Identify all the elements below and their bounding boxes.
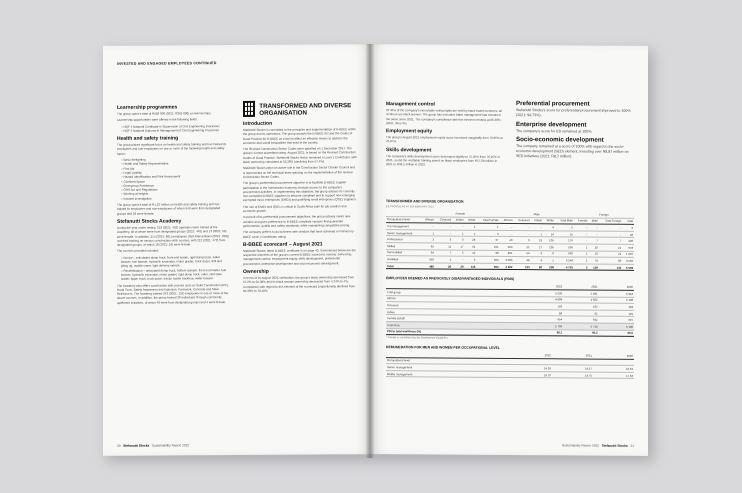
table-cell: 24 bbox=[599, 251, 622, 258]
table-cell: – bbox=[452, 256, 464, 263]
table-cell: 95,5 bbox=[599, 330, 634, 337]
column-header: 2021 bbox=[563, 284, 598, 290]
table-cell: Total group bbox=[386, 289, 528, 297]
table-cell: 176 bbox=[555, 237, 574, 244]
table-cell: 17 bbox=[452, 243, 464, 250]
table-cell: 54 bbox=[513, 250, 530, 257]
procurement-body: The group's preferential procurement objective is to facilitate B-BBEE supplier participation in the mainstream economy, through access to the company's procurement activities. In implementing this objective, the group advises its currently non-compliant B-BBEE suppliers to become compliant and to support new emerging exempted micro enterprises (EMEs) and qualifying small enterprises (QSE) suppliers. bbox=[243, 180, 357, 203]
table-cell: 506 bbox=[555, 244, 574, 251]
table-cell: 678 bbox=[622, 244, 634, 251]
remuneration-table bbox=[386, 351, 634, 379]
intro-body: Stefanutti Stocks is committed to the principles and implementation of B-BBEE within the group and its operations. The group accepts the B-BBEE Act and the Codes of Good Practice for B-BBEE as a tool to effect an effective means to address the economic and social inequalities that exist in the country. bbox=[243, 127, 356, 145]
course-item: – Novice – articulated dump truck, front end loader, rigid dump truck, water bowser, fuel bowser, hydraulic excavator, motor grader, truck dozer, drill and piling rig, mobile crane, light delivery vehicle. bbox=[121, 254, 222, 269]
table-cell: 3 bbox=[435, 236, 452, 243]
table-cell: 3 bbox=[476, 230, 499, 237]
table-cell: 15 bbox=[555, 231, 574, 238]
right-column-2 bbox=[516, 97, 634, 162]
table-cell: 5 944 bbox=[599, 290, 634, 297]
right-column-1 bbox=[386, 98, 504, 169]
column-header: 2020 bbox=[593, 353, 634, 359]
table-cell: 3 bbox=[465, 256, 477, 263]
table-body bbox=[386, 223, 634, 271]
footer-report: Sustainability Report 2022 bbox=[561, 443, 600, 448]
table-cell: 64 bbox=[421, 249, 435, 256]
column-header: Total Female bbox=[476, 217, 499, 224]
table-cell: 48 bbox=[513, 257, 530, 264]
table-cell: – bbox=[452, 223, 464, 230]
ee-heading: Employment equity bbox=[386, 128, 433, 135]
table-cell: 831 bbox=[500, 250, 514, 257]
table-cell: – bbox=[500, 230, 514, 237]
table-cell: 5 539 bbox=[528, 290, 563, 297]
ee-table-title: TRANSFORMED AND DIVERSE ORGANISATION bbox=[386, 199, 464, 204]
ee-profile-table bbox=[386, 210, 634, 271]
table-cell: 5 bbox=[555, 224, 574, 231]
table-cell: 23 bbox=[588, 251, 598, 258]
table-cell: – bbox=[588, 224, 598, 231]
table-cell: 7 bbox=[588, 237, 598, 244]
column-header: 2021 bbox=[552, 352, 593, 358]
table-cell: 1 bbox=[465, 223, 477, 230]
table-cell: 37 bbox=[476, 237, 499, 244]
left-column-1 bbox=[117, 101, 229, 307]
hs-item: – Hazard Identification and Risk Assessment bbox=[121, 174, 181, 180]
table-cell: 903 bbox=[555, 250, 574, 257]
group-header: Foreign bbox=[574, 211, 634, 218]
table-cell: 1 025 bbox=[622, 251, 634, 258]
table-cell: 1 bbox=[543, 257, 555, 264]
table-cell: 95,1 bbox=[528, 329, 563, 336]
hs-item: – Legal Liability bbox=[121, 170, 142, 175]
learnership-heading: Learnership programmes bbox=[117, 104, 178, 111]
ownership-body: In terms of its August 2021 verification, the group's black ownership decreased from 57,2% to 56,38% and its black woman ownership decreased from 4,34% to 4%. Compliance with regard to this element of the scorecard proportionally declined from 95,38% to 79,48%. bbox=[243, 275, 355, 293]
codes-body: The Revised Construction Sector Codes were gazetted on 1 December 2017. The group's current accredited rating, August 2021, is based on the Revised Construction Codes of Good Practice. Stefanutti Stocks status remained a Level 1 Contributor, with black ownership calculated at 56,38% (declining from 57,4%). bbox=[243, 146, 357, 165]
table-cell: – bbox=[599, 231, 622, 238]
table-cell: 4 bbox=[543, 224, 555, 231]
table-cell: – bbox=[588, 231, 598, 238]
hs-item: – OHS Act and Regulations bbox=[121, 187, 158, 192]
learnership-list-intro: Learnership opportunities were offered in the following fields: bbox=[117, 117, 198, 123]
table-cell: 92 bbox=[563, 310, 598, 317]
table-cell: Total bbox=[386, 262, 421, 269]
table-cell: Professional bbox=[386, 236, 421, 243]
table-cell: 654 bbox=[476, 263, 499, 270]
continue-body: The company prefers to do business with vendors that have achieved a minimum B-BBEE Level 4 Contributor rating. bbox=[243, 229, 355, 239]
table-cell: 16,81 bbox=[593, 365, 634, 372]
table-cell: 6 bbox=[622, 224, 634, 231]
table-cell: 98 bbox=[476, 250, 499, 257]
column-header: Coloured bbox=[513, 217, 530, 224]
table-cell: 3 bbox=[452, 236, 464, 243]
table-cell: 61 bbox=[465, 243, 477, 250]
table-cell: – bbox=[513, 230, 530, 237]
academy-heading: Stefanutti Stocks Academy bbox=[117, 218, 182, 225]
table-cell: 22 bbox=[465, 250, 477, 257]
table-cell: Middle management bbox=[386, 371, 511, 378]
table-cell: Senior management bbox=[386, 229, 421, 236]
table-cell: 26 bbox=[452, 263, 464, 270]
table-cell: 9 bbox=[531, 250, 543, 257]
table-cell: PDI to total workforce (%) bbox=[386, 328, 528, 336]
table-cell: 7 bbox=[435, 250, 452, 257]
table-cell: – bbox=[513, 224, 530, 231]
column-header: Total Foreign bbox=[599, 218, 622, 225]
table-cell: Coloured bbox=[386, 302, 528, 310]
table-row bbox=[386, 371, 634, 379]
table-cell: 3 592 bbox=[622, 257, 634, 264]
mc-body: Of 40% of the company's executable voting rights are held by black board members, all of whom are black women. The group has executive black management has remained the same since 2021. The company's compliance with this element remains at 86,46% (2021: 86,57%). bbox=[386, 108, 502, 126]
table-cell: 1 bbox=[574, 244, 589, 251]
table-cell: 19 bbox=[531, 237, 543, 244]
table-cell: 9 bbox=[543, 250, 555, 257]
table-cell: 4 322 bbox=[500, 263, 514, 270]
table-cell: 116 bbox=[465, 263, 477, 270]
table-cell: 4 753 bbox=[555, 264, 574, 271]
table-cell: 220 bbox=[622, 238, 634, 245]
table-cell: 6 180 bbox=[599, 323, 634, 330]
column-header: White bbox=[465, 217, 477, 224]
table-cell: 1 bbox=[476, 223, 499, 230]
table-cell: Occupational level bbox=[386, 357, 511, 364]
table-cell: 4 bbox=[531, 257, 543, 264]
sd-body: The company's skills development score decreased slightly to 75,05% from 76,25% in 2021, so did the verifiable training spend on black employees from R57,68 million in 2021 to R36,2 million in 2022. bbox=[386, 153, 500, 167]
hs-item: – Confined Space bbox=[121, 179, 145, 184]
column-header: 2020 bbox=[599, 284, 634, 290]
table-cell: 353 bbox=[500, 243, 514, 250]
hs-training-heading: Health and safety training bbox=[117, 135, 179, 143]
sd-heading: Skills development bbox=[386, 146, 432, 154]
ed-heading: Enterprise development bbox=[516, 120, 587, 129]
learnership-item: – NQF 3 National Diploma in Management of Civil Engineering Processes bbox=[121, 128, 220, 133]
table-cell: 3 bbox=[574, 264, 589, 271]
table-cell: – bbox=[435, 230, 452, 237]
hs-item: – Basic firefighting bbox=[121, 157, 146, 162]
column-header: Indian bbox=[531, 217, 543, 224]
scorecard-heading: B-BBEE scorecard – August 2021 bbox=[243, 241, 323, 248]
left-column-2 bbox=[243, 100, 357, 295]
table-cell: 486 bbox=[421, 263, 435, 270]
scorecard-body: Stefanutti Stocks' latest B-BBEE certificate is on page 40. Summarised below are the respective elements of the group's current B-BBEE scorecard, namely: ownership, management control, employment equity, skills development, preferential procurement, enterprise development and socio-economic development. bbox=[243, 247, 356, 266]
hs-item: – Health and Safety Representative bbox=[121, 161, 169, 167]
learnership-body: The group spent a total of R558 000 (2021: R265 000) on learnerships. bbox=[117, 111, 212, 116]
table-cell: 654 bbox=[528, 316, 563, 323]
table-cell: – bbox=[421, 223, 435, 230]
table-cell: 14,18 bbox=[511, 365, 552, 372]
table-cell: 697 bbox=[599, 316, 634, 323]
table-cell: 5 bbox=[435, 256, 452, 263]
academy-body: During the year under review, 219 (2021: 452) operators were trained at the Academy, all of whom were from designated groups (2021: 440) and 13 (2021: 50) were female. In addition, 314 (2021: 681) employees (458 interventions (2021: 958)) received training on various construction skills courses, with 213 (2021: 472) from designated groups, of which 18 (2021: 54) were female. bbox=[117, 225, 229, 247]
table-cell: 162 bbox=[563, 303, 598, 310]
table-body bbox=[386, 289, 634, 337]
table-cell: 101 bbox=[599, 310, 634, 317]
hs-spend: The group spent a total of R1,25 million on health and safety training and has trained its employees and non-employees of whom 949 were from designated groups and 28 were female. bbox=[117, 202, 221, 216]
ee-table-subtitle: EE PROFILE AS AT 28 FEBRUARY 2022 bbox=[386, 205, 434, 209]
pp-heading: Preferential procurement bbox=[516, 100, 590, 108]
se-body: The company remained at a score of 100% with regard to the socio-economic development (SED) element, investing over R8,87 million on SED initiatives (2021: R8,7 million). bbox=[516, 144, 629, 159]
table-cell: – bbox=[574, 237, 589, 244]
column-header: Female bbox=[574, 218, 589, 225]
table-cell: 62 bbox=[421, 243, 435, 250]
table-cell: 14 bbox=[543, 231, 555, 238]
table-cell: – bbox=[435, 223, 452, 230]
table-cell: – bbox=[500, 224, 514, 231]
transformation-logo-icon bbox=[243, 101, 255, 117]
page-number: 20 bbox=[117, 443, 121, 448]
section-header bbox=[243, 100, 357, 118]
group-header: Female bbox=[421, 210, 500, 217]
council-body: Stefanutti Stocks plays an active role in the Construction Sector Charter Council and is represented on the technical team advising on the implementation of the revised Construction Sector Codes. bbox=[243, 165, 355, 179]
left-running-head: INVESTED AND ENGAGED EMPLOYEES CONTINUED bbox=[117, 61, 217, 66]
table-cell: Indian bbox=[386, 308, 528, 316]
table-cell: 14,57 bbox=[552, 365, 593, 372]
table-cell: 1 bbox=[574, 257, 589, 264]
table-cell: 20 bbox=[588, 244, 598, 251]
table-cell: 1 bbox=[465, 230, 477, 237]
table-cell: 129 bbox=[588, 264, 598, 271]
column-header: Male bbox=[588, 218, 598, 225]
right-tables bbox=[386, 194, 634, 379]
table-cell: 159 bbox=[528, 303, 563, 310]
table-cell: 28 bbox=[465, 237, 477, 244]
column-header: African bbox=[421, 216, 435, 223]
pursuit-body: In pursuit of its preferential procurement objectives, the group actively seeks new vendors and gives preference to B-BBEE compliant vendors that guarantee performance, quality and safety standards, while maintaining competitive pricing. bbox=[243, 214, 351, 228]
left-footer bbox=[117, 443, 189, 448]
table-cell: 43 bbox=[500, 237, 514, 244]
pdi-note: * Female is considered by the Employment Equity Act bbox=[386, 336, 448, 340]
table-cell: 9 bbox=[513, 237, 530, 244]
table-cell: 7 bbox=[599, 238, 622, 245]
table-cell: 184 bbox=[599, 303, 634, 310]
column-header: Occupational level bbox=[386, 216, 421, 223]
table-cell: African bbox=[386, 295, 528, 303]
academy-footer: The Academy also offers construction skill courses such as Solid Construction (IPF), Hand Tools, Safety Awareness and Induction, Formwork, Concrete and Steel Reinforcers. The Academy trained 242 (2021: 134) employees in one or more of the above courses. In addition, the group trained 28 individuals through community upliftment initiatives, of which 46 were from designated groups and 4 were female. bbox=[117, 282, 229, 305]
table-cell: 5 bbox=[452, 250, 464, 257]
remuneration-table-title: REMUNERATION FOR MEN AND WOMEN PER OCCUPATIONAL LEVEL bbox=[386, 345, 500, 351]
table-cell: 11 bbox=[435, 243, 452, 250]
pdi-table-title: EMPLOYEES DEEMED AS PREVIOUSLY DISADVANTAGED INDIVIDUALS (PDIS) bbox=[386, 276, 515, 282]
hs-item: – Emergency Assistance bbox=[121, 183, 154, 188]
table-cell: 4 808 bbox=[528, 296, 563, 303]
table-cell: Total PDIs bbox=[386, 322, 528, 330]
table-cell: 238 bbox=[543, 263, 555, 270]
right-page bbox=[370, 44, 648, 456]
table-cell: 14,75 bbox=[552, 372, 593, 379]
table-cell: 22 bbox=[513, 243, 530, 250]
courses-intro: The courses provided included: bbox=[117, 248, 159, 254]
table-cell: Skilled bbox=[386, 243, 421, 250]
table-cell: – bbox=[531, 224, 543, 231]
table-cell: 1 bbox=[574, 251, 589, 258]
right-footer bbox=[562, 443, 634, 448]
table-cell: Top management bbox=[386, 223, 421, 230]
table-cell: 132 bbox=[599, 264, 622, 271]
table-cell: Unskilled bbox=[386, 256, 421, 263]
table-cell: 5 481 bbox=[563, 290, 598, 297]
table-cell: 18 bbox=[622, 231, 634, 238]
table-cell: – bbox=[574, 231, 589, 238]
table-cell: Senior management bbox=[386, 364, 511, 371]
table-cell: 60 bbox=[531, 263, 543, 270]
table-cell: 1 bbox=[531, 230, 543, 237]
table-cell: 1 bbox=[421, 230, 435, 237]
eme-body: The role of EMEs and QSEs is critical in South Africa both for job creation and economic growth. bbox=[243, 203, 347, 214]
table-cell: 5 718 bbox=[563, 323, 598, 330]
table-cell: 5 706 bbox=[528, 323, 563, 330]
table-cell: 86 bbox=[528, 309, 563, 316]
table-cell: Female (total)* bbox=[386, 315, 528, 323]
course-item: – Recertification – articulated dump truck, bottom dumper, front end loader, fuel bowser, hydraulic excavator, motor grader, rigid dump truck, roller, skid steer loader, tipper truck, truck dozer, tractor loader backhoe, water bowser. bbox=[121, 267, 227, 282]
table-cell: 5 539 bbox=[622, 264, 634, 271]
column-header: 2022 bbox=[511, 352, 552, 358]
table-cell: 14,70 bbox=[511, 371, 552, 378]
table-cell: 21 bbox=[599, 244, 622, 251]
table-cell: 133 bbox=[513, 263, 530, 270]
column-header: 2022 bbox=[528, 283, 563, 289]
table-cell: 1 bbox=[452, 230, 464, 237]
intro-heading: Introduction bbox=[243, 120, 273, 127]
column-header: Total bbox=[622, 218, 634, 225]
page-number: 21 bbox=[630, 443, 634, 448]
hs-item: – Incident investigation bbox=[121, 196, 152, 201]
table-row bbox=[386, 262, 634, 270]
table-cell: – bbox=[574, 224, 589, 231]
mc-heading: Management control bbox=[386, 101, 435, 108]
hs-training-body: The group places significant focus on health and safety training and has trained its employees and non-employees on one or more of the following health and safety topics: bbox=[117, 142, 227, 156]
table-cell: 26 bbox=[435, 263, 452, 270]
pp-body: Stefanutti Stocks's score for preferential procurement improved to 100% (2021: 94,73%). bbox=[516, 108, 631, 118]
table-cell: 17,53 bbox=[593, 372, 634, 379]
left-page bbox=[103, 44, 371, 456]
footer-report: Sustainability Report 2022 bbox=[151, 443, 190, 448]
table-cell: 3 095 bbox=[500, 257, 514, 264]
column-header: African bbox=[500, 217, 514, 224]
ee-body: The group's August 2021 employment equity score increased marginally from 70,65% to 70,87%. bbox=[386, 135, 503, 144]
footer-company: Stefanutti Stocks bbox=[601, 443, 628, 448]
table-cell: 95,2 bbox=[563, 329, 598, 336]
table-row bbox=[386, 328, 634, 336]
column-header: Total Male bbox=[555, 217, 574, 224]
table-cell: 4 822 bbox=[563, 296, 598, 303]
footer-company: Stefanutti Stocks bbox=[123, 443, 150, 448]
table-cell: 105 bbox=[543, 244, 555, 251]
hs-item: – Working at heights bbox=[121, 192, 149, 197]
table-cell: 105 bbox=[543, 237, 555, 244]
se-heading: Socio-economic development bbox=[516, 136, 604, 145]
table-cell: – bbox=[599, 224, 622, 231]
column-header: White bbox=[543, 217, 555, 224]
table-cell: 3 bbox=[421, 236, 435, 243]
table-cell: 356 bbox=[421, 256, 435, 263]
table-cell: Semi-skilled bbox=[386, 249, 421, 256]
table-body bbox=[386, 357, 634, 379]
column-header: Coloured bbox=[435, 217, 452, 224]
pdi-table bbox=[386, 282, 634, 336]
table-cell: 151 bbox=[476, 243, 499, 250]
table-cell: 364 bbox=[476, 256, 499, 263]
learnership-item: – NQF 4 National Certificate in Supervision of Civil Engineering Processes bbox=[121, 123, 220, 129]
table-cell: 642 bbox=[563, 316, 598, 323]
table-cell: 80 bbox=[599, 257, 622, 264]
table-cell: 79 bbox=[588, 257, 598, 264]
ownership-heading: Ownership bbox=[243, 268, 269, 275]
table-cell: 5 198 bbox=[599, 297, 634, 304]
book-gutter bbox=[366, 44, 374, 458]
hs-item: – First Aid bbox=[121, 166, 135, 171]
table-cell: 27 bbox=[531, 244, 543, 251]
section-title: TRANSFORMED AND DIVERSE ORGANISATION bbox=[259, 102, 352, 117]
table-cell: 3 148 bbox=[555, 257, 574, 264]
group-header: Male bbox=[500, 211, 574, 218]
ed-body: The company's score for ED remained at 100%. bbox=[516, 128, 593, 134]
column-header: Indian bbox=[452, 217, 464, 224]
